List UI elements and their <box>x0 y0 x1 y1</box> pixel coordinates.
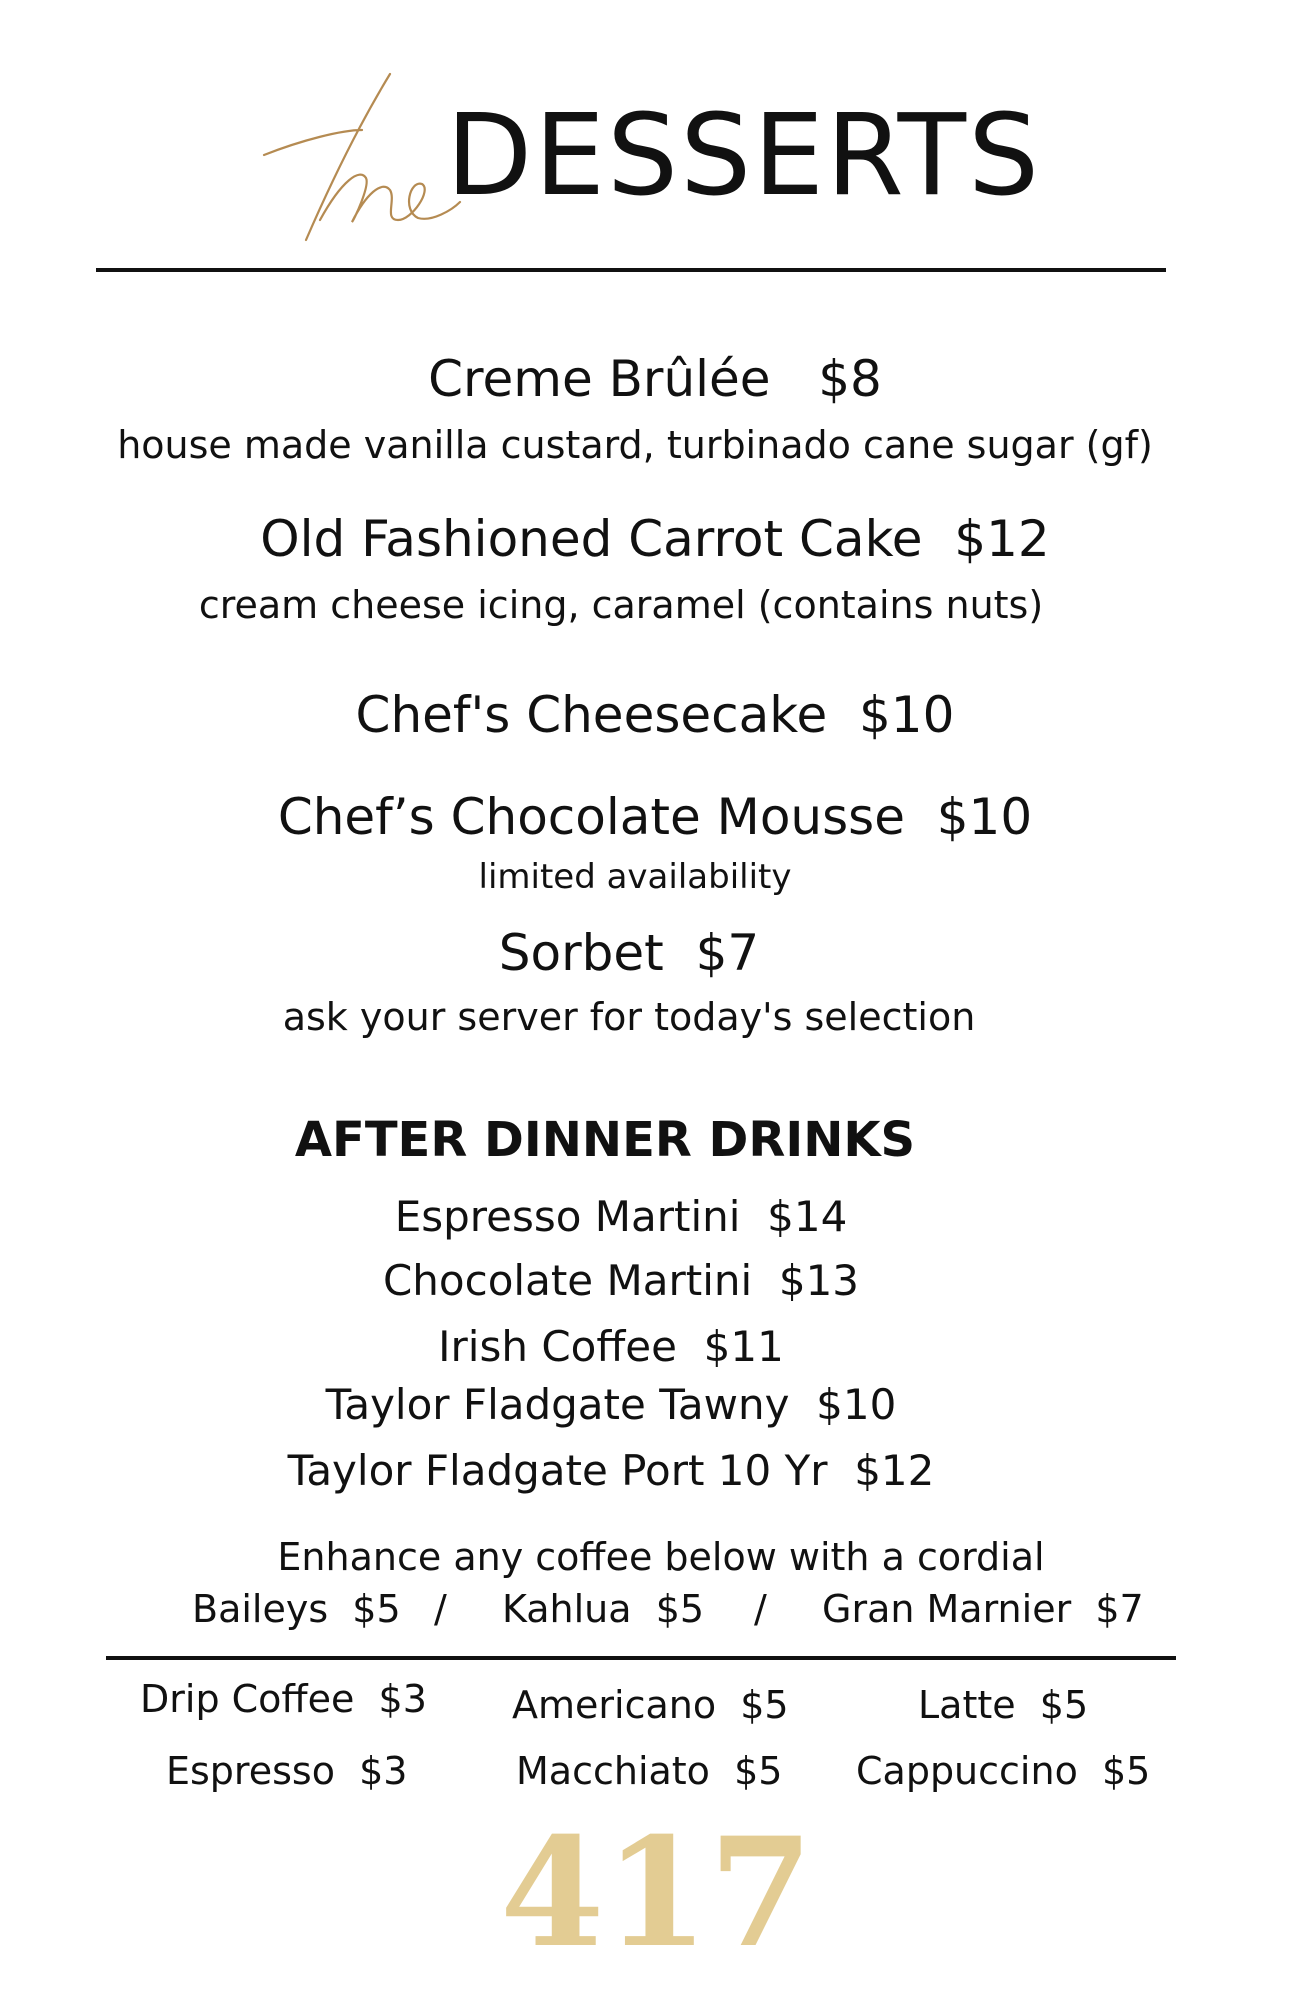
drink-item: Chocolate Martini $13 <box>382 1256 860 1305</box>
the-script-logo <box>262 60 462 260</box>
drink-item: Irish Coffee $11 <box>438 1322 784 1371</box>
cordial-item: Kahlua $5 <box>502 1587 705 1631</box>
cordial-item: Baileys $5 <box>192 1587 401 1631</box>
coffee-item: Latte $5 <box>918 1683 1089 1727</box>
coffee-divider <box>106 1656 1176 1660</box>
dessert-name: Sorbet $7 <box>498 924 760 982</box>
drink-item: Taylor Fladgate Tawny $10 <box>325 1380 897 1429</box>
section-heading: AFTER DINNER DRINKS <box>294 1112 916 1168</box>
coffee-item: Espresso $3 <box>166 1749 408 1793</box>
restaurant-logo: 417 <box>500 1805 814 1981</box>
drink-item: Taylor Fladgate Port 10 Yr $12 <box>287 1446 935 1495</box>
dessert-name: Chef’s Chocolate Mousse $10 <box>277 788 1033 846</box>
dessert-desc: ask your server for today's selection <box>282 995 976 1039</box>
coffee-item: Americano $5 <box>512 1683 789 1727</box>
cordial-item: Gran Marnier $7 <box>822 1587 1144 1631</box>
header-divider <box>96 268 1166 272</box>
dessert-desc: cream cheese icing, caramel (contains nuts) <box>198 583 1044 627</box>
coffee-item: Macchiato $5 <box>516 1749 783 1793</box>
dessert-name: Old Fashioned Carrot Cake $12 <box>260 510 1050 568</box>
cordial-separator: / <box>754 1587 767 1631</box>
cordial-separator: / <box>434 1587 447 1631</box>
cordial-note: Enhance any coffee below with a cordial <box>277 1535 1045 1579</box>
coffee-item: Cappuccino $5 <box>856 1749 1151 1793</box>
drink-item: Espresso Martini $14 <box>394 1192 848 1241</box>
dessert-name: Creme Brûlée $8 <box>428 350 882 408</box>
dessert-desc: limited availability <box>478 857 792 897</box>
dessert-name: Chef's Cheesecake $10 <box>355 686 955 744</box>
coffee-item: Drip Coffee $3 <box>140 1677 427 1721</box>
page-title: DESSERTS <box>446 91 1042 221</box>
dessert-desc: house made vanilla custard, turbinado cane sugar (gf) <box>117 423 1153 467</box>
